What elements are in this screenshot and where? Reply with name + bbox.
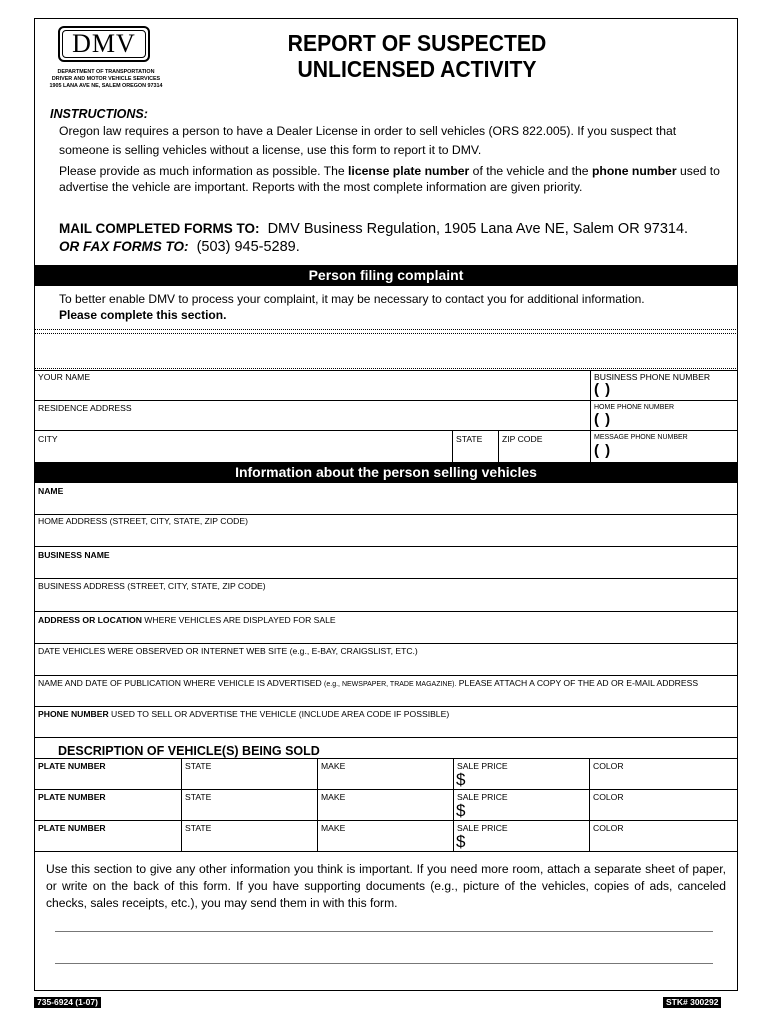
dmv-logo <box>58 26 150 62</box>
vehicle-3-price-field[interactable]: SALE PRICE <box>457 823 508 833</box>
form-title-line-2: UNLICENSED ACTIVITY <box>297 56 537 82</box>
vehicle-3-make-field[interactable]: MAKE <box>321 823 346 833</box>
message-phone-field[interactable]: MESSAGE PHONE NUMBER <box>594 434 688 441</box>
city-field[interactable]: CITY <box>38 434 58 444</box>
vehicle-1-color-field[interactable]: COLOR <box>593 761 624 771</box>
mail-label: MAIL COMPLETED FORMS TO: <box>59 221 260 236</box>
vehicle-1-plate-field[interactable]: PLATE NUMBER <box>38 761 106 771</box>
seller-name-field[interactable]: NAME <box>38 486 64 496</box>
agency-line-1: DEPARTMENT OF TRANSPORTATION <box>57 69 155 75</box>
stock-number: STK# 300292 <box>663 997 721 1008</box>
vehicle-1-state-field[interactable]: STATE <box>185 761 212 771</box>
instructions-paragraph-2: Please provide as much information as possible. The license plate number of the vehicle and the phone number used to advertise the vehicle are important. Reports with the most complete information are given priority. <box>59 164 720 194</box>
agency-line-3: 1905 LANA AVE NE, SALEM OREGON 97314 <box>49 83 163 89</box>
fax-label: OR FAX FORMS TO: <box>59 239 189 254</box>
mail-instructions <box>59 219 688 239</box>
your-name-field[interactable]: YOUR NAME <box>38 372 91 382</box>
form-title-line-1: REPORT OF SUSPECTED <box>287 30 547 56</box>
agency-line-2: DRIVER AND MOTOR VEHICLE SERVICES <box>51 76 161 82</box>
state-field[interactable]: STATE <box>456 434 483 444</box>
seller-home-address-field[interactable]: HOME ADDRESS (STREET, CITY, STATE, ZIP CODE) <box>38 516 248 526</box>
vehicle-3-color-field[interactable]: COLOR <box>593 823 624 833</box>
residence-address-field[interactable]: RESIDENCE ADDRESS <box>38 403 132 413</box>
other-info-line-1[interactable] <box>55 931 713 932</box>
display-location-field[interactable]: ADDRESS OR LOCATION WHERE VEHICLES ARE DISPLAYED FOR SALE <box>38 615 336 625</box>
instructions-heading: INSTRUCTIONS: <box>50 107 148 121</box>
fax-instructions <box>59 237 300 257</box>
vehicle-2-color-field[interactable]: COLOR <box>593 792 624 802</box>
vehicle-2-make-field[interactable]: MAKE <box>321 792 346 802</box>
business-phone-field[interactable]: BUSINESS PHONE NUMBER <box>594 372 711 382</box>
vehicle-3-plate-field[interactable]: PLATE NUMBER <box>38 823 106 833</box>
vehicle-1-price-field[interactable]: SALE PRICE <box>457 761 508 771</box>
vehicle-1-dollar-sign: $ <box>456 770 466 789</box>
section-bar-complainant: Person filing complaint <box>34 265 738 286</box>
dmv-logo-text: DMV <box>62 30 146 58</box>
agency-info <box>46 69 166 90</box>
vehicle-2-dollar-sign: $ <box>456 801 466 820</box>
vehicle-description-heading: DESCRIPTION OF VEHICLE(S) BEING SOLD <box>58 744 320 758</box>
form-number: 735-6924 (1-07) <box>34 997 101 1008</box>
vehicle-2-plate-field[interactable]: PLATE NUMBER <box>38 792 106 802</box>
fax-number: (503) 945-5289. <box>196 239 300 255</box>
vehicle-2-price-field[interactable]: SALE PRICE <box>457 792 508 802</box>
other-info-instructions: Use this section to give any other information you think is important. If you need more room, attach a separate sheet of paper, or write on the back of this form. If you have supporting documents (e.g., picture of the vehicles, copies of ads, canceled checks, sales receipts, etc.), you may send them in with this form. <box>46 862 726 910</box>
publication-field[interactable]: NAME AND DATE OF PUBLICATION WHERE VEHICLE IS ADVERTISED (e.g., NEWSPAPER, TRADE MAGAZINE). PLEASE ATTACH A COPY OF THE AD OR E-MAIL ADDRESS <box>38 678 699 688</box>
message-phone-area-code: ( ) <box>594 442 612 459</box>
business-phone-area-code: ( ) <box>594 381 612 398</box>
vehicle-3-state-field[interactable]: STATE <box>185 823 212 833</box>
home-phone-field[interactable]: HOME PHONE NUMBER <box>594 404 675 411</box>
seller-business-name-field[interactable]: BUSINESS NAME <box>38 550 110 560</box>
vehicle-1-make-field[interactable]: MAKE <box>321 761 346 771</box>
advertising-phone-field[interactable]: PHONE NUMBER USED TO SELL OR ADVERTISE THE VEHICLE (INCLUDE AREA CODE IF POSSIBLE) <box>38 709 450 719</box>
home-phone-area-code: ( ) <box>594 411 612 428</box>
mail-address: DMV Business Regulation, 1905 Lana Ave NE, Salem OR 97314. <box>267 221 689 237</box>
date-observed-field[interactable]: DATE VEHICLES WERE OBSERVED OR INTERNET WEB SITE (e.g., E-BAY, CRAIGSLIST, ETC.) <box>38 646 418 656</box>
seller-business-address-field[interactable]: BUSINESS ADDRESS (STREET, CITY, STATE, ZIP CODE) <box>38 581 266 591</box>
vehicle-3-dollar-sign: $ <box>456 832 466 851</box>
zip-code-field[interactable]: ZIP CODE <box>502 434 543 444</box>
other-info-line-2[interactable] <box>55 963 713 964</box>
section-bar-seller: Information about the person selling vehicles <box>34 462 738 483</box>
instructions-paragraph-1: Oregon law requires a person to have a Dealer License in order to sell vehicles (ORS 822.005). If you suspect that someone is selling vehicles without a license, use this form to report it to DMV. <box>59 124 677 157</box>
complainant-intro: To better enable DMV to process your complaint, it may be necessary to contact you for additional information. Please complete this section. <box>59 292 645 322</box>
vehicle-2-state-field[interactable]: STATE <box>185 792 212 802</box>
form-title <box>249 30 586 82</box>
